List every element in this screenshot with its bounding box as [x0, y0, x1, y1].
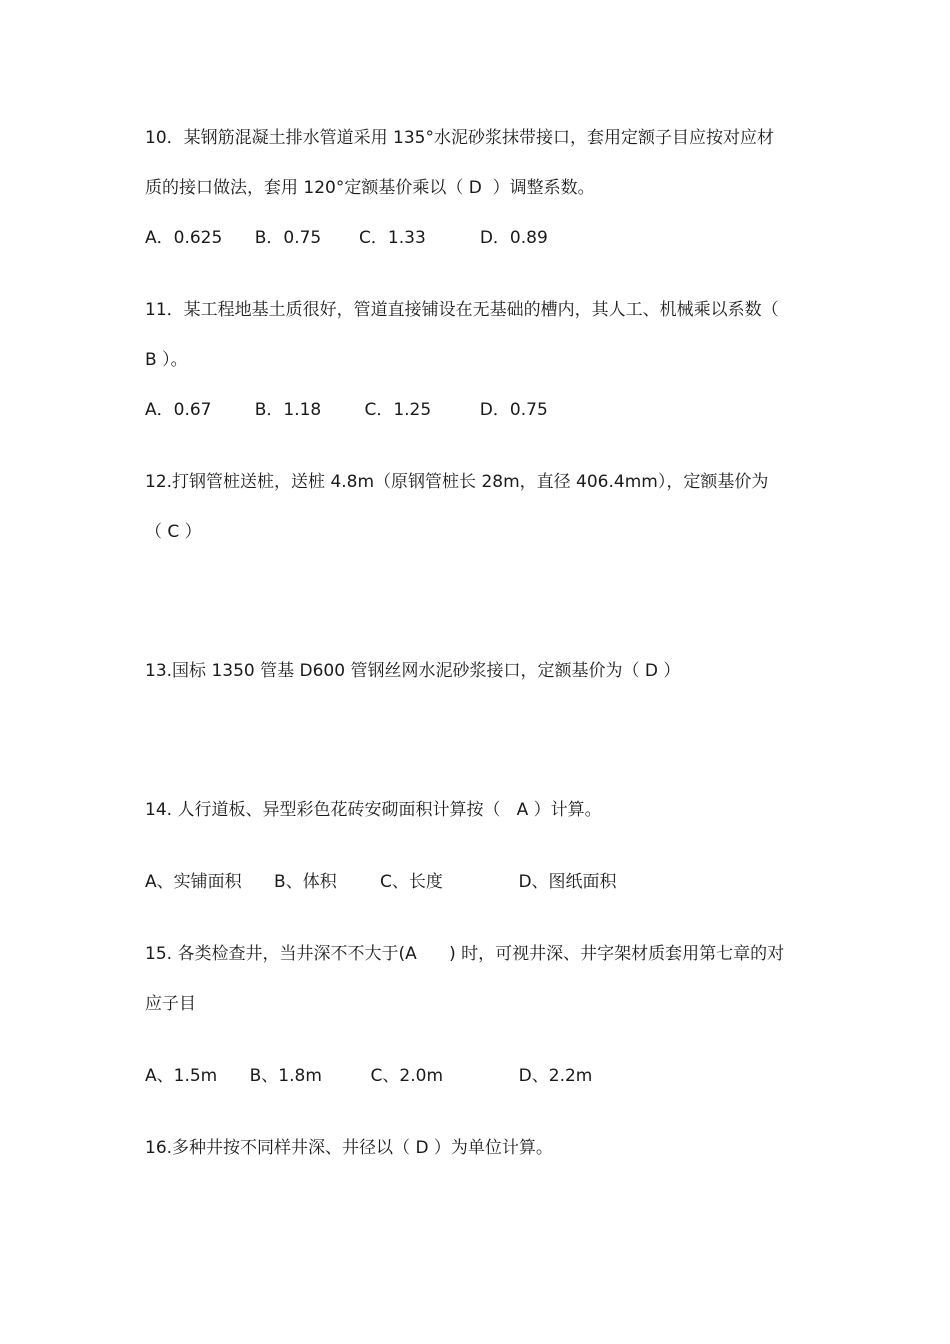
q10-stem-line-1: 10．某钢筋混凝土排水管道采用 135°水泥砂浆抹带接口，套用定额子目应按对应材 — [145, 128, 774, 148]
q15-options: A、1.5m B、1.8m C、2.0m D、2.2m — [145, 1066, 593, 1086]
q11-stem-line-2: B ）。 — [145, 350, 188, 370]
q16-stem: 16.多种井按不同样井深、井径以（ D ）为单位计算。 — [145, 1138, 553, 1158]
q14-options: A、实铺面积 B、体积 C、长度 D、图纸面积 — [145, 872, 617, 892]
q10-options: A．0.625 B．0.75 C．1.33 D．0.89 — [145, 228, 548, 248]
q12-stem-line-2: （ C ） — [145, 522, 202, 542]
q11-options: A．0.67 B．1.18 C．1.25 D．0.75 — [145, 400, 548, 420]
q12-stem-line-1: 12.打钢管桩送桩，送桩 4.8m（原钢管桩长 28m，直径 406.4mm），定额基价为 — [145, 472, 769, 492]
q15-stem-line-2: 应子目 — [145, 994, 196, 1014]
q15-stem-line-1: 15. 各类检查井，当井深不不大于(A ) 时，可视井深、井字架材质套用第七章的对 — [145, 944, 785, 964]
q10-stem-line-2: 质的接口做法，套用 120°定额基价乘以（ D ）调整系数。 — [145, 178, 595, 198]
q11-stem-line-1: 11．某工程地基土质很好，管道直接铺设在无基础的槽内，其人工、机械乘以系数（ — [145, 300, 779, 320]
q14-stem: 14. 人行道板、异型彩色花砖安砌面积计算按（ A ）计算。 — [145, 800, 602, 820]
q13-stem: 13.国标 1350 管基 D600 管钢丝网水泥砂浆接口，定额基价为（ D ） — [145, 661, 681, 681]
